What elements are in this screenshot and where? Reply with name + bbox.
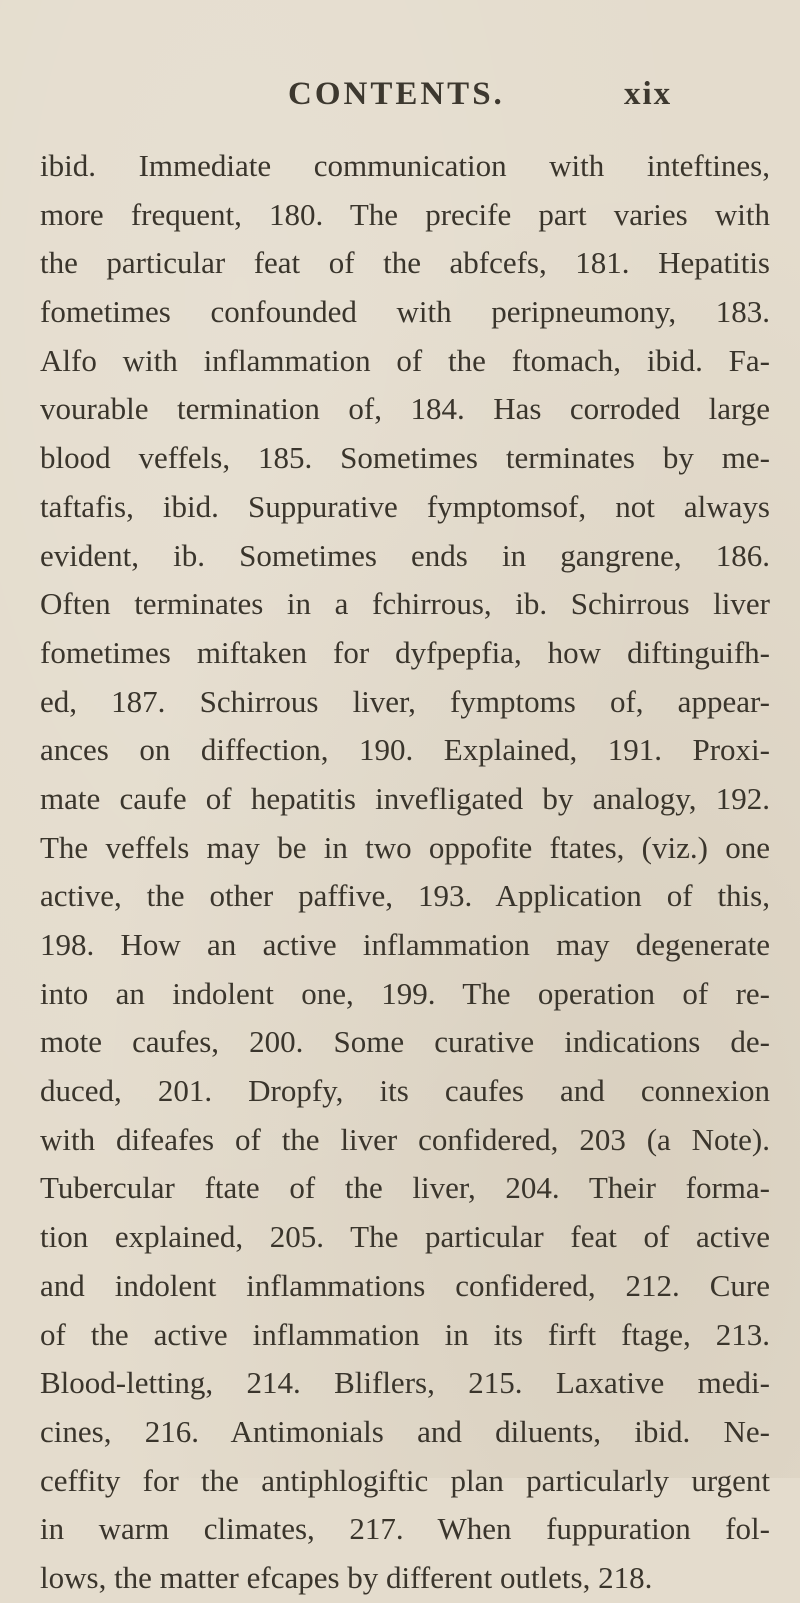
text-line: duced, 201. Dropfy, its caufes and connexion bbox=[40, 1073, 770, 1109]
running-head bbox=[0, 76, 800, 116]
text-line: 198. How an active inflammation may degenerate bbox=[40, 927, 770, 962]
text-line: the particular feat of the abfcefs, 181. Hepatitis bbox=[40, 245, 770, 281]
text-line: active, the other paffive, 193. Application of this, bbox=[40, 878, 770, 914]
text-line: with difeafes of the liver confidered, 203 (a Note). bbox=[40, 1121, 770, 1157]
text-line: ibid. Immediate communication with inteftines, bbox=[40, 148, 770, 183]
text-line: Alfo with inflammation of the ftomach, ibid. Fa- bbox=[40, 342, 770, 378]
text-line: taftafis, ibid. Suppurative fymptomsof, not always bbox=[40, 488, 770, 524]
text-line: more frequent, 180. The precife part varies with bbox=[40, 196, 770, 232]
text-line: evident, ib. Sometimes ends in gangrene, 186. bbox=[40, 537, 770, 573]
text-line: into an indolent one, 199. The operation of re- bbox=[40, 975, 770, 1011]
text-line: fometimes miftaken for dyfpepfia, how diftinguifh- bbox=[40, 634, 770, 670]
text-line: mote caufes, 200. Some curative indications de- bbox=[40, 1024, 770, 1060]
text-line: tion explained, 205. The particular feat of active bbox=[40, 1219, 770, 1255]
page-number: xix bbox=[624, 76, 673, 112]
text-line: Blood-letting, 214. Bliflers, 215. Laxative medi- bbox=[40, 1365, 770, 1401]
text-line: blood veffels, 185. Sometimes terminates by me- bbox=[40, 440, 770, 476]
text-line: lows, the matter efcapes by different outlets, 218. bbox=[40, 1559, 653, 1595]
text-line: of the active inflammation in its firft ftage, 213. bbox=[40, 1316, 770, 1352]
text-line: ances on diffection, 190. Explained, 191. Proxi- bbox=[40, 732, 770, 768]
text-line: cines, 216. Antimonials and diluents, ibid. Ne- bbox=[40, 1413, 770, 1449]
text-line: Tubercular ftate of the liver, 204. Their forma- bbox=[40, 1170, 770, 1206]
text-line: mate caufe of hepatitis invefligated by analogy, 192. bbox=[40, 780, 770, 816]
text-line: vourable termination of, 184. Has corroded large bbox=[40, 391, 770, 427]
text-line: ceffity for the antiphlogiftic plan particularly urgent bbox=[40, 1462, 770, 1498]
text-line: Often terminates in a fchirrous, ib. Schirrous liver bbox=[40, 586, 770, 622]
text-line: and indolent inflammations confidered, 212. Cure bbox=[40, 1267, 770, 1303]
text-line: in warm climates, 217. When fuppuration fol- bbox=[40, 1511, 770, 1547]
page-title: CONTENTS. bbox=[288, 76, 505, 112]
text-line: ed, 187. Schirrous liver, fymptoms of, appear- bbox=[40, 683, 770, 719]
text-line: fometimes confounded with peripneumony, 183. bbox=[40, 294, 770, 330]
text-line: The veffels may be in two oppofite ftates, (viz.) one bbox=[40, 829, 770, 865]
contents-text bbox=[40, 142, 770, 1603]
